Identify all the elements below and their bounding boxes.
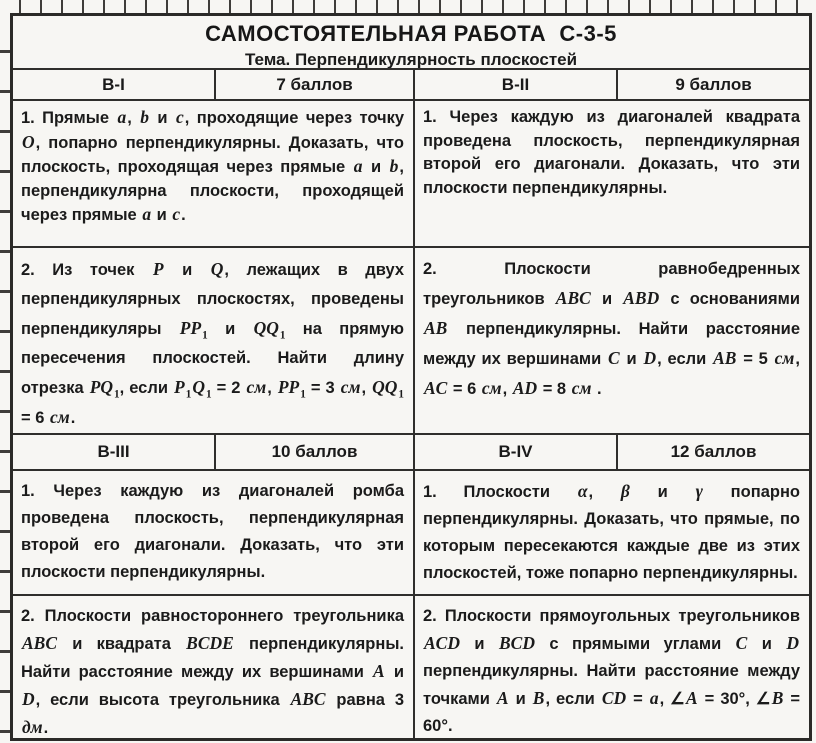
header-points-2: 9 баллов [616, 68, 809, 99]
problem-cell-v3-task1: 1. Через каждую из диагоналей ромба проведена плоскость, перпендикулярная второй его диагонали. Доказать, что эти плоскости перпендикулярны. [13, 469, 413, 594]
problem-cell-v1-task1: 1. Прямые a, b и c, проходящие через точку O, попарно перпендикулярны. Доказать, что плоскость, проходящая через прямые a и b, перпендикулярна плоскости, проходящей через прямые a и c. [13, 99, 413, 246]
worksheet-title: САМОСТОЯТЕЛЬНАЯ РАБОТА С-3-5 [205, 21, 617, 46]
problem-cell-v2-task1: 1. Через каждую из диагоналей квадрата проведена плоскость, перпендикулярная второй его диагонали. Доказать, что эти плоскости перпендикулярны. [413, 99, 809, 246]
header-variant-4: В-IV [413, 433, 616, 469]
ruler-top-ticks [0, 0, 816, 13]
header-variant-1: В-I [13, 68, 214, 99]
problem-cell-v2-task2: 2. Плоскости равнобедренных треугольников ABC и ABD с основаниями AB перпендикулярны. Найти расстояние между их вершинами C и D, если AB = 5 см, AC = 6 см, AD = 8 см . [413, 246, 809, 433]
problem-cell-v4-task1: 1. Плоскости α, β и γ попарно перпендикулярны. Доказать, что прямые, по которым пересекаются каждые две из этих плоскостей, тоже попарно перпендикулярны. [413, 469, 809, 594]
problem-cell-v1-task2: 2. Из точек P и Q, лежащих в двух перпендикулярных плоскостях, проведены перпендикуляры $PP_1$ и $QQ_1$ на прямую пересечения плоскостей. Найти длину отрезка $PQ_1$, если $P_1Q_1 = 2$ см, $PP_1 = 3$ см, $QQ_1 = 6$ см. [13, 246, 413, 433]
worksheet-header [13, 16, 809, 68]
problem-cell-v4-task2: 2. Плоскости прямоугольных треугольников ACD и BCD с прямыми углами C и D перпендикулярны. Найти расстояние между точками A и B, если CD = a, ∠A = 30°, ∠B = 60°. [413, 594, 809, 738]
header-variant-3: В-III [13, 433, 214, 469]
worksheet-table [10, 13, 812, 741]
worksheet-subtitle: Тема. Перпендикулярность плоскостей [244, 50, 578, 69]
problem-cell-v3-task2: 2. Плоскости равностороннего треугольника ABC и квадрата BCDE перпендикулярны. Найти расстояние между их вершинами A и D, если высота треугольника ABC равна 3 дм. [13, 594, 413, 738]
header-points-1: 7 баллов [214, 68, 413, 99]
header-variant-2: В-II [413, 68, 616, 99]
header-points-3: 10 баллов [214, 433, 413, 469]
variants-grid [13, 68, 809, 738]
header-points-4: 12 баллов [616, 433, 809, 469]
